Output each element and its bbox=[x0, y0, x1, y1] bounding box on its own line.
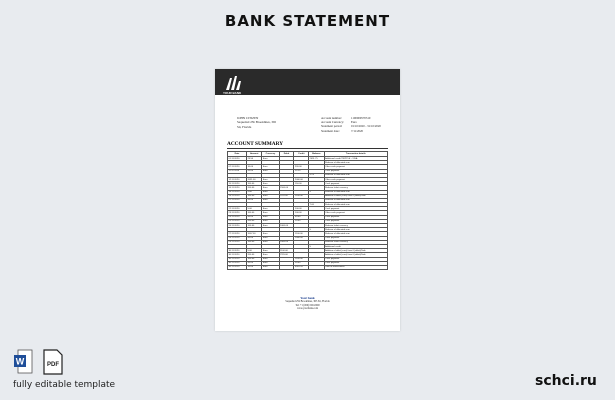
table-cell: 21.11.2020 bbox=[228, 198, 247, 202]
table-cell: Euro bbox=[262, 198, 279, 202]
table-cell: 19.11.2020 bbox=[228, 194, 247, 198]
table-cell: 27.11.2020 bbox=[228, 232, 247, 236]
table-cell: 1011.00 bbox=[279, 194, 294, 198]
table-cell: 1100.00 bbox=[294, 194, 309, 198]
table-cell: 100.00 bbox=[247, 240, 262, 244]
table-cell: 30.11.2020 bbox=[228, 249, 247, 253]
footer-line: www.yourbank.com bbox=[296, 307, 318, 311]
site-watermark: schci.ru bbox=[535, 373, 597, 389]
account-info bbox=[321, 116, 381, 133]
table-header-cell: Balance bbox=[309, 152, 324, 157]
table-cell: Euro bbox=[262, 219, 279, 223]
statement-document bbox=[215, 69, 400, 331]
pdf-badge-label: PDF bbox=[47, 362, 59, 368]
table-header-cell: Amount bbox=[247, 152, 262, 157]
bank-logo-text: YOUR BANK bbox=[223, 91, 242, 95]
table-cell: Euro bbox=[262, 261, 279, 265]
table-cell: 100.00 bbox=[294, 211, 309, 215]
table-cell: 10.00 bbox=[247, 265, 262, 269]
holder-line: JOHN CITIZEN bbox=[237, 116, 259, 120]
table-cell: Euro bbox=[262, 215, 279, 219]
table-cell: Release of allocated sum bbox=[324, 190, 387, 194]
table-cell: 5.00 bbox=[247, 190, 262, 194]
table-cell: 5 bbox=[309, 190, 324, 194]
table-cell: Additional credit bbox=[324, 244, 387, 248]
account-field-value: Euro bbox=[351, 120, 357, 125]
table-cell: 23.20 bbox=[294, 169, 309, 173]
table-cell: 10.00 bbox=[247, 165, 262, 169]
table-cell: Cash payment bbox=[324, 219, 387, 223]
table-cell: 20.00 bbox=[294, 261, 309, 265]
table-cell: 200.00 bbox=[247, 219, 262, 223]
table-cell: Release ticket currency bbox=[324, 240, 387, 244]
table-cell: Euro bbox=[262, 194, 279, 198]
footer-bank-name: Your bank bbox=[300, 296, 315, 300]
table-cell: 24.11.2020 bbox=[228, 215, 247, 219]
table-cell: 30.11.2020 bbox=[228, 257, 247, 261]
table-cell: Cash payment bbox=[324, 207, 387, 211]
table-cell: Addition of debit (sum) from 0 (debit)/Sale bbox=[324, 249, 387, 253]
table-cell: 20.00 bbox=[247, 169, 262, 173]
caption-text: fully editable template bbox=[13, 380, 116, 390]
table-cell: 01.11.2020 bbox=[228, 157, 247, 161]
account-field-value: 1100009570310 bbox=[351, 116, 371, 120]
table-row bbox=[228, 265, 388, 269]
table-cell: 2051.75 bbox=[309, 157, 324, 161]
table-header-cell: Transaction details bbox=[324, 152, 387, 157]
table-cell: 18.11.2020 bbox=[228, 190, 247, 194]
table-cell: Euro bbox=[262, 177, 279, 181]
table-cell: Euro bbox=[262, 240, 279, 244]
summary-title: ACCOUNT SUMMARY bbox=[227, 141, 284, 147]
table-cell: 15.11.2020 bbox=[228, 182, 247, 186]
table-cell: 5 bbox=[309, 244, 324, 248]
table-cell: 2000.00 bbox=[294, 177, 309, 181]
table-cell: Release of allocated sum bbox=[324, 228, 387, 232]
account-field-value: 01/10/2020 - 31/10/2020 bbox=[351, 124, 381, 129]
table-cell: 1100.00 bbox=[294, 257, 309, 261]
table-cell: Release of allocated sum bbox=[324, 198, 387, 202]
statement-footer bbox=[215, 297, 400, 311]
table-cell: Release ticket currency bbox=[324, 186, 387, 190]
table-header-cell: Currency bbox=[262, 152, 279, 157]
transactions-table bbox=[227, 151, 388, 270]
table-header-cell: Date bbox=[228, 152, 247, 157]
table-cell: 1007.00 bbox=[247, 232, 262, 236]
table-cell: Euro bbox=[262, 257, 279, 261]
table-cell: 25.11.2020 bbox=[228, 219, 247, 223]
table-cell: Total of transactions bbox=[324, 265, 387, 269]
table-cell: 5 bbox=[309, 228, 324, 232]
table-cell: 50.00 bbox=[247, 236, 262, 240]
table-cell: 1100.00 bbox=[279, 249, 294, 253]
table-cell: Euro bbox=[262, 169, 279, 173]
table-cell: 200.00 bbox=[247, 186, 262, 190]
table-cell: Release of allocated sum bbox=[324, 173, 387, 177]
table-cell: 28.11.2020 bbox=[228, 236, 247, 240]
table-cell: Release of allocated sum bbox=[324, 232, 387, 236]
holder-line: Sti, Florida bbox=[237, 124, 252, 129]
account-field-key: Statement date: bbox=[321, 128, 340, 133]
table-cell: Euro bbox=[262, 236, 279, 240]
table-header-cell: Credit bbox=[294, 152, 309, 157]
table-header-cell: Debit bbox=[279, 152, 294, 157]
table-cell: Euro bbox=[262, 165, 279, 169]
table-cell: Euro bbox=[262, 190, 279, 194]
table-cell: Addition of debit (sum) from 0 (debit)/Sale bbox=[324, 253, 387, 257]
table-cell: Euro bbox=[262, 265, 279, 269]
table-cell: 30.11.2020 bbox=[228, 253, 247, 257]
table-cell: 11.11.2020 bbox=[228, 169, 247, 173]
table-cell: 1100.00 bbox=[294, 232, 309, 236]
table-cell: 16.11.2020 bbox=[228, 186, 247, 190]
table-cell bbox=[279, 265, 294, 269]
table-cell: 30.00 bbox=[294, 215, 309, 219]
footer-line: Tel: +1 (000) 000-0000 bbox=[295, 303, 320, 307]
table-cell: Euro bbox=[262, 224, 279, 228]
table-cell: Euro bbox=[262, 186, 279, 190]
table-cell: Cash payment bbox=[324, 257, 387, 261]
table-cell: 50.00 bbox=[247, 261, 262, 265]
table-cell: 7.00 bbox=[309, 203, 324, 207]
table-cell: 07.11.2020 bbox=[228, 165, 247, 169]
table-cell: 23.11.2020 bbox=[228, 211, 247, 215]
account-field-key: Account number: bbox=[321, 116, 342, 120]
table-cell: 230.00 bbox=[294, 165, 309, 169]
footer-line: Sequedad 25b Brooklines, 365 Sti, Florida bbox=[285, 300, 330, 304]
table-cell: Euro bbox=[262, 232, 279, 236]
table-cell: Euro bbox=[262, 182, 279, 186]
table-cell: Other cash payment bbox=[324, 211, 387, 215]
holder-address bbox=[237, 116, 276, 129]
statement-header-bar bbox=[215, 69, 400, 95]
table-cell: Euro bbox=[262, 249, 279, 253]
account-field-key: Statement period: bbox=[321, 124, 343, 129]
bank-logo-icon bbox=[224, 72, 244, 92]
table-cell: 200.00 bbox=[247, 253, 262, 257]
table-cell: 150.00 bbox=[294, 182, 309, 186]
table-cell: 29.11.2020 bbox=[228, 240, 247, 244]
table-cell: 26.11.2020 bbox=[228, 224, 247, 228]
table-cell: 100.00 bbox=[247, 182, 262, 186]
table-cell: 2115.00 bbox=[279, 253, 294, 257]
table-cell: 5.00 bbox=[247, 249, 262, 253]
table-cell: 1000.00 bbox=[279, 240, 294, 244]
table-cell: Release ticket currency bbox=[324, 224, 387, 228]
table-cell bbox=[309, 265, 324, 269]
table-cell: Euro bbox=[262, 211, 279, 215]
holder-line: Sequedad 25b Brooklines, 365 bbox=[237, 120, 277, 125]
account-field-value: 7/11/2020 bbox=[351, 128, 364, 133]
table-cell: Other cash payment bbox=[324, 165, 387, 169]
table-cell: Cash payment bbox=[324, 182, 387, 186]
table-cell: 4.23 bbox=[309, 173, 324, 177]
table-cell: Euro bbox=[262, 253, 279, 257]
table-cell: 30.11.2020 bbox=[228, 261, 247, 265]
table-cell: 30.11.2020 bbox=[228, 265, 247, 269]
table-cell: Addition of debit (sum) from 0 (debit)/Sale bbox=[324, 194, 387, 198]
table-cell: Release of allocated sum bbox=[324, 203, 387, 207]
table-cell: Euro bbox=[262, 207, 279, 211]
summary-divider bbox=[227, 148, 388, 149]
table-cell: Other cash payment bbox=[324, 177, 387, 181]
table-cell: 100.00 bbox=[247, 194, 262, 198]
table-cell: 3041.20 bbox=[294, 265, 309, 269]
table-cell: 2100.00 bbox=[279, 186, 294, 190]
table-cell: 100.00 bbox=[247, 224, 262, 228]
table-cell: Euro bbox=[262, 157, 279, 161]
table-cell: 50.00 bbox=[247, 215, 262, 219]
table-cell: Cash payment bbox=[324, 215, 387, 219]
table-cell: 1000.00 bbox=[279, 224, 294, 228]
table-cell: 100.00 bbox=[247, 257, 262, 261]
table-cell: 100.00 bbox=[247, 211, 262, 215]
table-cell: 1000.00 bbox=[294, 236, 309, 240]
account-field bbox=[321, 129, 381, 133]
table-cell: 5.00 bbox=[247, 207, 262, 211]
table-cell: 100.00 bbox=[294, 207, 309, 211]
table-cell: 29.50 bbox=[247, 157, 262, 161]
account-field-key: Account Currency: bbox=[321, 120, 344, 125]
pdf-file-icon bbox=[43, 349, 63, 375]
table-cell: 10.00 bbox=[294, 219, 309, 223]
table-cell: 12.11.2020 bbox=[228, 177, 247, 181]
table-cell: 22.11.2020 bbox=[228, 207, 247, 211]
table-cell: 20.00 bbox=[247, 198, 262, 202]
table-cell: 2031.00 bbox=[247, 177, 262, 181]
page-title: BANK STATEMENT bbox=[224, 12, 391, 30]
table-cell: Additional credit TRIPPLE - VISA bbox=[324, 157, 387, 161]
table-cell: Release of allocated sum bbox=[324, 161, 387, 165]
word-badge-letter: W bbox=[15, 356, 25, 367]
table-cell: Cash payment bbox=[324, 169, 387, 173]
table-cell: Cash payment bbox=[324, 236, 387, 240]
word-file-icon bbox=[13, 349, 33, 375]
table-cell: Cash payment bbox=[324, 261, 387, 265]
